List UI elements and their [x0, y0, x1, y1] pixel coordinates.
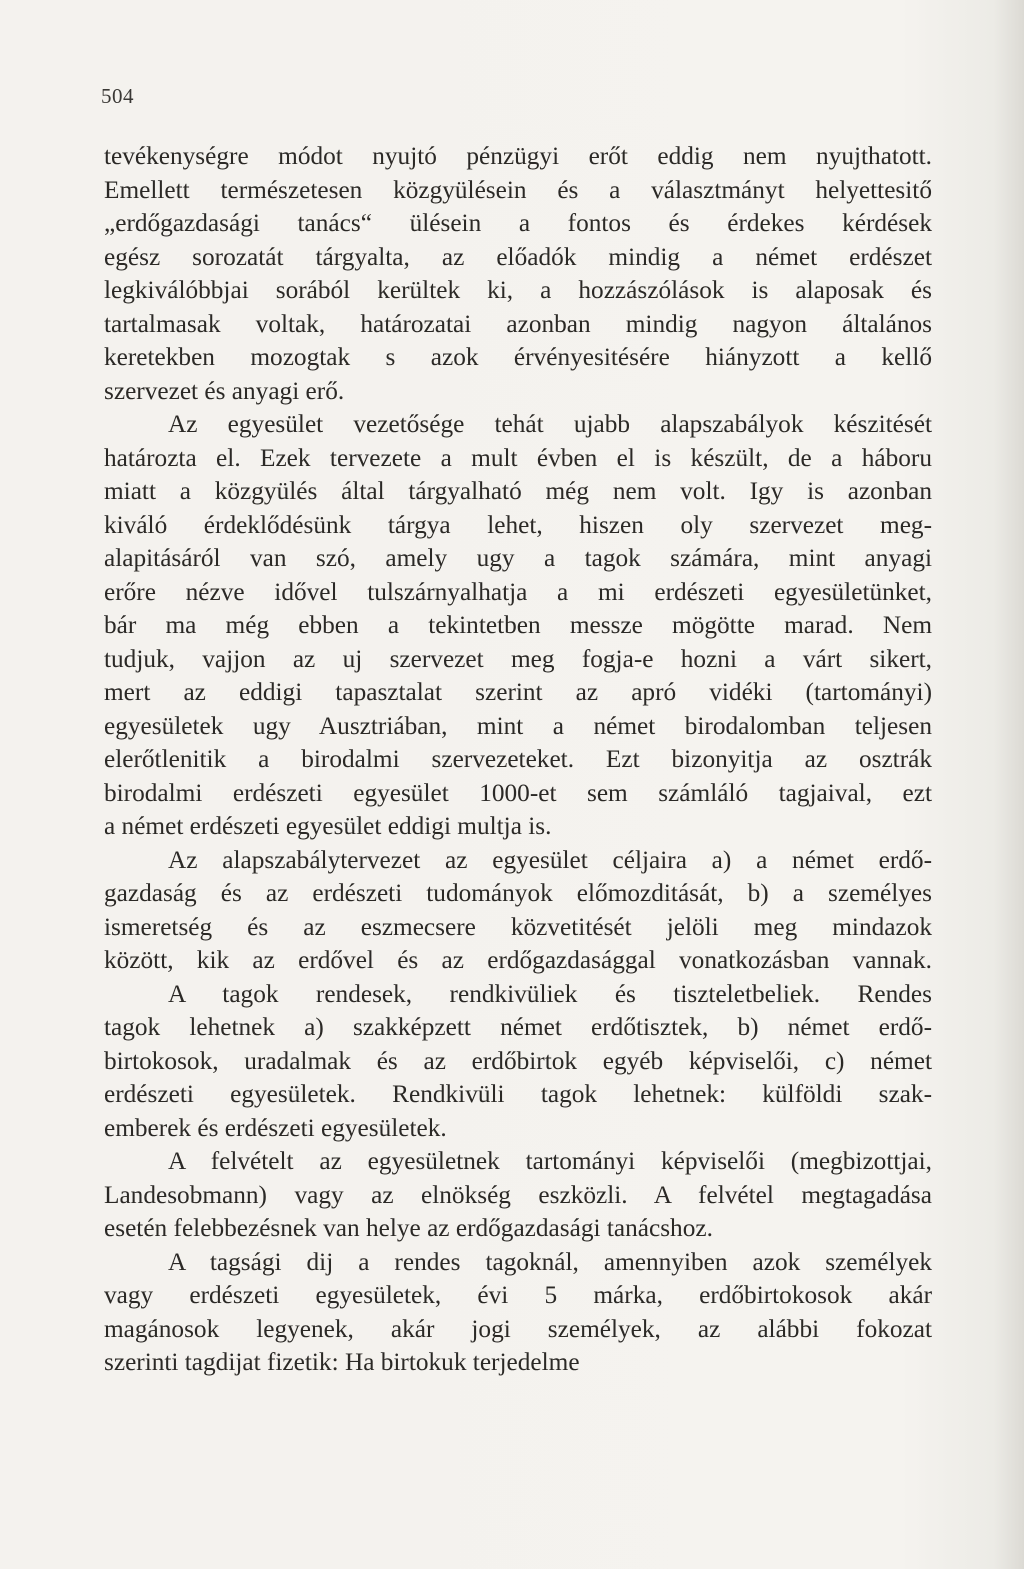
text-line: bár ma még ebben a tekintetben messze mögötte marad. Nem — [104, 611, 932, 639]
paragraph-4 — [104, 978, 932, 1146]
paragraph-3 — [104, 844, 932, 978]
text-line: szervezet és anyagi erő. — [104, 376, 345, 405]
text-line: tagok lehetnek a) szakképzett német erdőtisztek, b) német erdő- — [104, 1013, 932, 1041]
text-line: esetén felebbezésnek van helye az erdőgazdasági tanácshoz. — [104, 1214, 713, 1242]
text-line: Emellett természetesen közgyülésein és a választmányt helyettesitő — [104, 175, 932, 204]
text-line: ismeretség és az eszmecsere közvetitését jelöli meg mindazok — [104, 912, 932, 941]
text-line: magánosok legyenek, akár jogi személyek, az alábbi fokozat — [104, 1314, 932, 1343]
paragraph-5 — [104, 1145, 932, 1246]
page-number: 504 — [101, 84, 134, 108]
text-line: között, kik az erdővel és az erdőgazdasággal vonatkozásban vannak. — [104, 946, 932, 974]
text-line: egész sorozatát tárgyalta, az előadók mindig a német erdészet — [104, 242, 932, 271]
text-line: Landesobmann) vagy az elnökség eszközli. A felvétel megtagadása — [104, 1180, 932, 1209]
text-line: A felvételt az egyesületnek tartományi képviselői (megbizottjai, — [168, 1147, 932, 1175]
text-line: tudjuk, vajjon az uj szervezet meg fogja-e hozni a várt sikert, — [104, 644, 932, 673]
text-line: vagy erdészeti egyesületek, évi 5 márka, erdőbirtokosok akár — [104, 1281, 932, 1309]
text-line: „erdőgazdasági tanács“ ülésein a fontos és érdekes kérdések — [104, 209, 932, 237]
text-line: erőre nézve idővel tulszárnyalhatja a mi erdészeti egyesületünket, — [104, 577, 932, 606]
text-line: szerinti tagdijat fizetik: Ha birtokuk terjedelme — [104, 1348, 580, 1376]
text-line: erdészeti egyesületek. Rendkivüli tagok lehetnek: külföldi szak- — [104, 1080, 932, 1108]
text-line: tartalmasak voltak, határozatai azonban mindig nagyon általános — [104, 309, 932, 338]
text-line: birodalmi erdészeti egyesület 1000-et sem számláló tagjaival, ezt — [104, 778, 932, 807]
text-line: Az egyesület vezetősége tehát ujabb alapszabályok készitését — [168, 410, 932, 438]
text-line: A tagsági dij a rendes tagoknál, amennyiben azok személyek — [168, 1247, 932, 1276]
text-line: Az alapszabálytervezet az egyesület céljaira a) a német erdő- — [168, 845, 932, 874]
text-line: keretekben mozogtak s azok érvényesitésére hiányzott a kellő — [104, 343, 932, 371]
text-line: emberek és erdészeti egyesületek. — [104, 1113, 447, 1142]
text-line: mert az eddigi tapasztalat szerint az apró vidéki (tartományi) — [104, 678, 932, 706]
paragraph-2 — [104, 408, 932, 844]
text-line: birtokosok, uradalmak és az erdőbirtok egyéb képviselői, c) német — [104, 1046, 932, 1075]
text-line: határozta el. Ezek tervezete a mult évben el is készült, de a háboru — [104, 443, 932, 472]
text-line: legkiválóbbjai sorából kerültek ki, a hozzászólások is alaposak és — [104, 276, 932, 304]
text-line: alapitásáról van szó, amely ugy a tagok számára, mint anyagi — [104, 544, 932, 572]
text-line: egyesületek ugy Ausztriában, mint a német birodalomban teljesen — [104, 711, 932, 740]
text-line: miatt a közgyülés által tárgyalható még nem volt. Igy is azonban — [104, 477, 932, 505]
paragraph-1 — [104, 140, 932, 408]
text-line: kiváló érdeklődésünk tárgya lehet, hiszen oly szervezet meg- — [104, 510, 932, 539]
body-text — [104, 140, 932, 1380]
text-line: gazdaság és az erdészeti tudományok előmozditását, b) a személyes — [104, 879, 932, 907]
text-line: tevékenységre módot nyujtó pénzügyi erőt eddig nem nyujthatott. — [104, 142, 932, 170]
text-line: elerőtlenitik a birodalmi szervezeteket. Ezt bizonyitja az osztrák — [104, 745, 932, 773]
text-line: a német erdészeti egyesület eddigi multja is. — [104, 812, 552, 840]
paragraph-6 — [104, 1246, 932, 1380]
text-line: A tagok rendesek, rendkivüliek és tiszteletbeliek. Rendes — [168, 979, 932, 1008]
